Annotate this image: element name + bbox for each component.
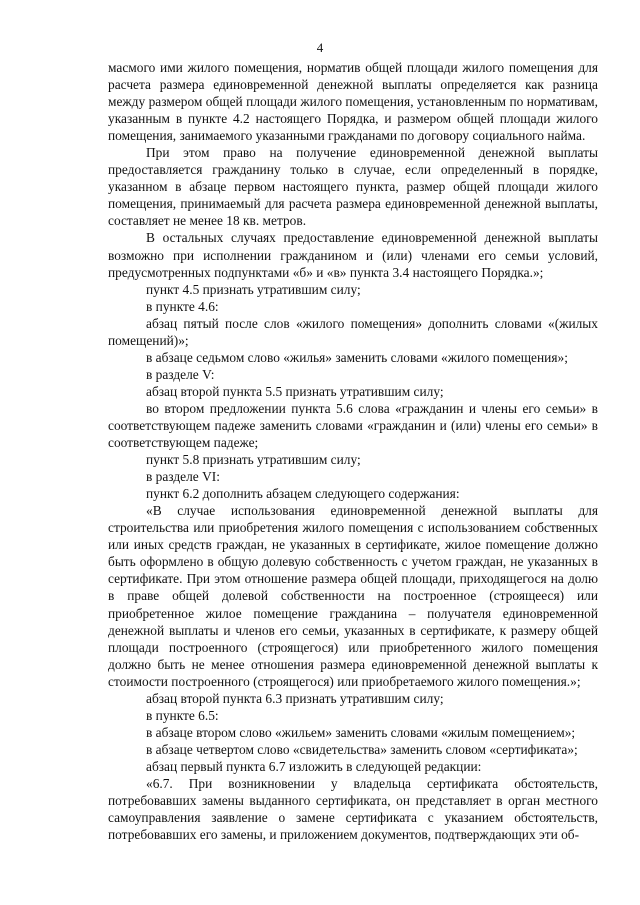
paragraph: пункт 4.5 признать утратившим силу; [146, 281, 361, 297]
paragraph: В остальных случаях предоставление единовременной денежной выплаты возможно при исполнении гражданином и (или) членами его семьи условий, предусмотренных подпунктами «б» и «в» пункта 3.4 настоящего Порядка.»; [108, 230, 598, 280]
paragraph: во втором предложении пункта 5.6 слова «гражданин и члены его семьи» в соответствующем падеже заменить словами «гражданин и (или) члены его семьи» в соответствующем падеже; [108, 400, 598, 451]
paragraph: абзац пятый после слов «жилого помещения» дополнить словами «(жилых помещений)»; [108, 315, 598, 348]
paragraph: в разделе VI: [146, 469, 220, 485]
paragraph: в абзаце втором слово «жильем» заменить словами «жилым помещением»; [146, 724, 576, 740]
page-number: 4 [316, 40, 324, 55]
paragraph: пункт 5.8 признать утратившим силу; [146, 452, 361, 468]
paragraph: «В случае использования единовременной денежной выплаты для строительства или приобретения жилого помещения с использованием собственных или иных средств граждан, не указанных в сертификате, жилое помещение должно быть оформлено в общую долевую собственность с учетом граждан, не указанных в сертификате. При этом отношение размера общей площади, приходящегося на долю в праве общей долевой собственности на построенное (строящееся) или приобретенное жилое помещение гражданина – получателя единовременной денежной выплаты и членов его семьи, указанных в сертификате, к размеру общей площади построенного (строящегося) или приобретенного жилого помещения должно быть не менее отношения размера единовременной денежной выплаты к стоимости построенного (строящегося) или приобретаемого жилого помещения.»; [108, 503, 598, 689]
paragraph: пункт 6.2 дополнить абзацем следующего содержания: [146, 486, 460, 502]
paragraph: При этом право на получение единовременной денежной выплаты предоставляется гражданину только в случае, если определенный в порядке, указанном в абзаце первом настоящего пункта, размер общей площади жилого помещения, принимаемый для расчета размера единовременной денежной выплаты, составляет не менее 18 кв. метров. [108, 145, 598, 229]
paragraph: масмого ими жилого помещения, норматив общей площади жилого помещения для расчета размера единовременной денежной выплаты определяется как разница между размером общей площади жилого помещения, установленным по нормативам, указанным в пункте 4.2 настоящего Порядка, и размером общей площади жилого помещения, занимаемого указанными гражданами по договору социального найма. [108, 60, 598, 144]
paragraph: в разделе V: [146, 366, 215, 382]
paragraph: абзац первый пункта 6.7 изложить в следующей редакции: [146, 758, 482, 774]
paragraph: в пункте 4.6: [146, 298, 219, 314]
paragraph: в абзаце четвертом слово «свидетельства» заменить словом «сертификата»; [146, 741, 578, 757]
paragraph: в пункте 6.5: [146, 707, 219, 723]
paragraph: абзац второй пункта 5.5 признать утратившим силу; [146, 383, 444, 399]
document-body [108, 59, 598, 843]
paragraph: «6.7. При возникновении у владельца сертификата обстоятельств, потребовавших замены выданного сертификата, он представляет в орган местного самоуправления заявление о замене сертификата с указанием обстоятельств, потребовавших его замены, и приложением документов, подтверждающих эти об- [108, 775, 598, 843]
paragraph: в абзаце седьмом слово «жилья» заменить словами «жилого помещения»; [146, 349, 568, 365]
paragraph: абзац второй пункта 6.3 признать утратившим силу; [146, 690, 444, 706]
